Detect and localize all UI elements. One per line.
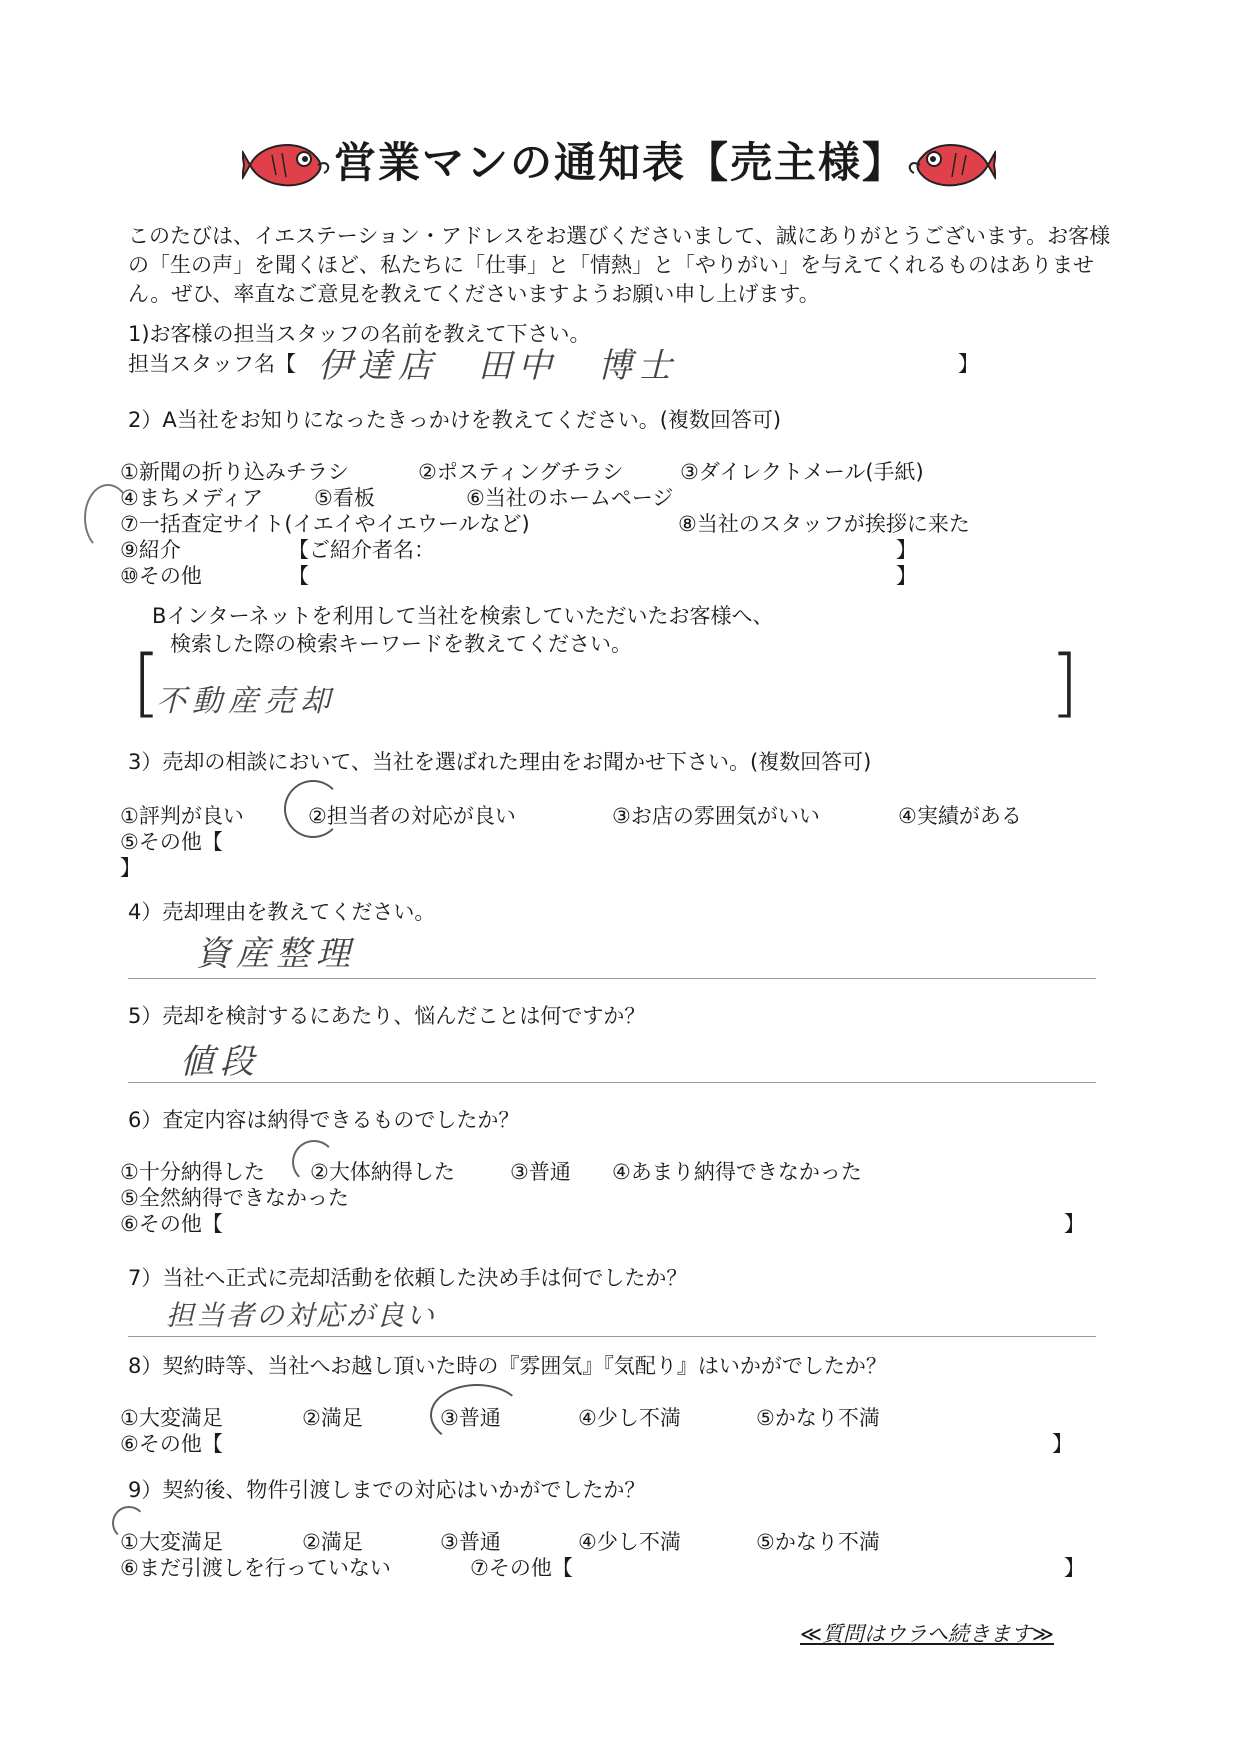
q2-question: 2）A当社をお知りになったきっかけを教えてください。(複数回答可) bbox=[128, 408, 782, 432]
q6-option-1[interactable]: ①十分納得した bbox=[120, 1160, 265, 1184]
q2-other-open: 【 bbox=[288, 564, 309, 588]
q6-question: 6）査定内容は納得できるものでしたか？ bbox=[128, 1108, 520, 1132]
continued-notice: ≪質問はウラへ続きます≫ bbox=[800, 1622, 1054, 1646]
q8-close-bracket: 】 bbox=[1052, 1432, 1073, 1456]
q4-answer[interactable]: 資産整理 bbox=[196, 934, 356, 974]
q2b-answer[interactable]: 不動産売却 bbox=[156, 684, 336, 719]
q6-option-4[interactable]: ④あまり納得できなかった bbox=[612, 1160, 862, 1184]
q2-option-4[interactable]: ④まちメディア bbox=[120, 486, 264, 510]
q6-answer-mark bbox=[292, 1140, 336, 1184]
q9-option-2[interactable]: ②満足 bbox=[302, 1530, 363, 1554]
q9-close-bracket: 】 bbox=[1064, 1556, 1085, 1580]
q3-option-5[interactable]: ⑤その他【 bbox=[120, 830, 223, 854]
q2-option-9[interactable]: ⑨紹介 bbox=[120, 538, 181, 562]
q5-question: 5）売却を検討するにあたり、悩んだことは何ですか？ bbox=[128, 1004, 646, 1028]
q6-option-5[interactable]: ⑤全然納得できなかった bbox=[120, 1186, 349, 1210]
q7-question: 7）当社へ正式に売却活動を依頼した決め手は何でしたか？ bbox=[128, 1266, 688, 1290]
q1-close-bracket: 】 bbox=[958, 352, 979, 376]
q6-option-3[interactable]: ③普通 bbox=[510, 1160, 571, 1184]
q2-option-8[interactable]: ⑧当社のスタッフが挨拶に来た bbox=[678, 512, 970, 536]
q6-close-bracket: 】 bbox=[1064, 1212, 1085, 1236]
q6-option-2[interactable]: ②大体納得した bbox=[310, 1160, 455, 1184]
q8-option-5[interactable]: ⑤かなり不満 bbox=[756, 1406, 880, 1430]
q8-option-2[interactable]: ②満足 bbox=[302, 1406, 363, 1430]
q2-other-close: 】 bbox=[896, 564, 917, 588]
q3-close-bracket: 】 bbox=[120, 856, 141, 880]
q3-answer-circle bbox=[284, 780, 342, 838]
q5-answer[interactable]: 値段 bbox=[180, 1042, 260, 1082]
q8-option-6[interactable]: ⑥その他【 bbox=[120, 1432, 223, 1456]
q3-option-3[interactable]: ③お店の雰囲気がいい bbox=[612, 804, 820, 828]
q9-option-4[interactable]: ④少し不満 bbox=[578, 1530, 681, 1554]
q9-option-3[interactable]: ③普通 bbox=[440, 1530, 501, 1554]
q2-option-1[interactable]: ①新聞の折り込みチラシ bbox=[120, 460, 349, 484]
q3-option-1[interactable]: ①評判が良い bbox=[120, 804, 244, 828]
q6-option-6[interactable]: ⑥その他【 bbox=[120, 1212, 223, 1236]
q2b-close-bracket: ] bbox=[1050, 640, 1079, 726]
q1-answer[interactable]: 伊達店 田中 博士 bbox=[318, 346, 678, 386]
q7-answer-rule bbox=[128, 1336, 1096, 1337]
q2-referrer-label: 【ご紹介者名： bbox=[288, 538, 435, 562]
q2-option-5[interactable]: ⑤看板 bbox=[314, 486, 375, 510]
q4-answer-rule bbox=[128, 978, 1096, 979]
q3-option-2[interactable]: ②担当者の対応が良い bbox=[308, 804, 516, 828]
page-title: 営業マンの通知表【売主様】 bbox=[333, 138, 906, 187]
intro-text: このたびは、イエステーション・アドレスをお選びくださいまして、誠にありがとうございます。お客様の「生の声」を聞くほど、私たちに「仕事」と「情熱」と「やりがい」を与えてくれるものはありません。ぜひ、率直なご意見を教えてくださいますようお願い申し上げます。 bbox=[128, 224, 1111, 306]
q2b-open-bracket: [ bbox=[132, 640, 161, 726]
q7-answer[interactable]: 担当者の対応が良い bbox=[166, 1299, 437, 1332]
q9-option-5[interactable]: ⑤かなり不満 bbox=[756, 1530, 880, 1554]
q2b-question-line1: Bインターネットを利用して当社を検索していただいたお客様へ、 bbox=[152, 604, 774, 628]
q5-answer-rule bbox=[128, 1082, 1096, 1083]
q2-option-2[interactable]: ②ポスティングチラシ bbox=[418, 460, 624, 484]
q2-answer-mark bbox=[84, 484, 132, 552]
q1-label: 担当スタッフ名【 bbox=[128, 352, 296, 376]
q9-question: 9）契約後、物件引渡しまでの対応はいかがでしたか？ bbox=[128, 1478, 646, 1502]
q8-option-4[interactable]: ④少し不満 bbox=[578, 1406, 681, 1430]
q2-option-10[interactable]: ⑩その他 bbox=[120, 564, 202, 588]
q9-answer-mark bbox=[112, 1506, 146, 1540]
q1-question: 1)お客様の担当スタッフの名前を教えて下さい。 bbox=[128, 322, 591, 346]
q9-option-7[interactable]: ⑦その他【 bbox=[470, 1556, 573, 1580]
q9-option-1[interactable]: ①大変満足 bbox=[120, 1530, 223, 1554]
q8-option-1[interactable]: ①大変満足 bbox=[120, 1406, 223, 1430]
q8-question: 8）契約時等、当社へお越し頂いた時の『雰囲気』『気配り』はいかがでしたか？ bbox=[128, 1354, 887, 1378]
q2-option-7[interactable]: ⑦一括査定サイト(イエイやイエウールなど) bbox=[120, 512, 530, 536]
q8-answer-circle bbox=[430, 1384, 524, 1446]
q2-referrer-close: 】 bbox=[896, 538, 917, 562]
q3-option-4[interactable]: ④実績がある bbox=[898, 804, 1022, 828]
q4-question: 4）売却理由を教えてください。 bbox=[128, 900, 436, 924]
q9-option-6[interactable]: ⑥まだ引渡しを行っていない bbox=[120, 1556, 391, 1580]
q3-question: 3）売却の相談において、当社を選ばれた理由をお聞かせ下さい。(複数回答可) bbox=[128, 750, 872, 774]
q2-option-3[interactable]: ③ダイレクトメール(手紙) bbox=[680, 460, 924, 484]
q8-option-3[interactable]: ③普通 bbox=[440, 1406, 501, 1430]
q2b-question-line2: 検索した際の検索キーワードを教えてください。 bbox=[170, 632, 632, 656]
q2-option-6[interactable]: ⑥当社のホームページ bbox=[466, 486, 674, 510]
